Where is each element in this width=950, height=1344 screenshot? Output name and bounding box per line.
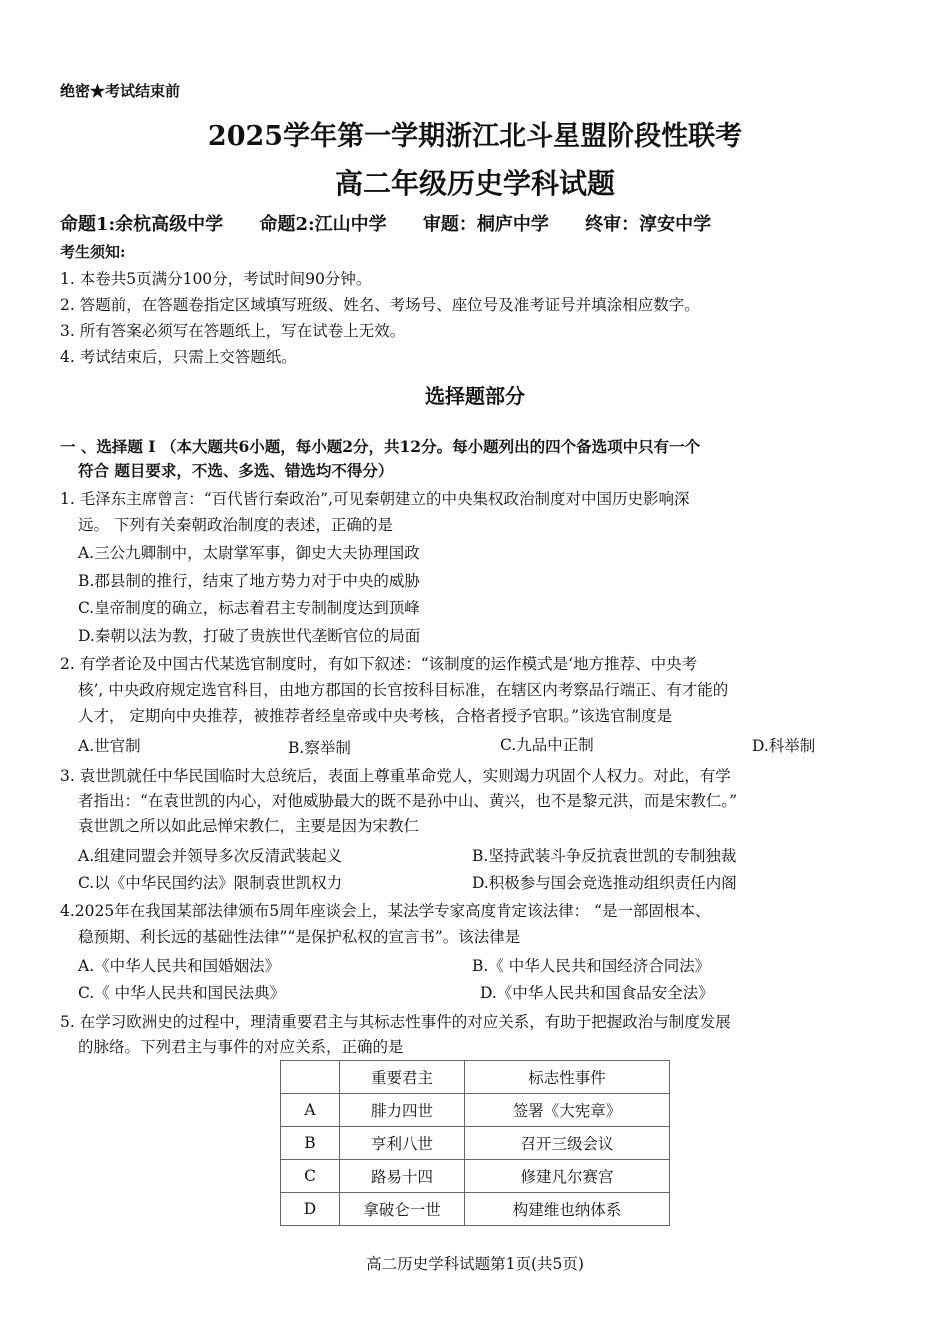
q4-option-c: C.《 中华人民共和国民法典》 xyxy=(78,984,286,1002)
q3-stem-cont: 者指出：“在袁世凯的内心，对他威胁最大的既不是孙中山、黄兴，也不是黎元洪，而是宋教仁。” xyxy=(78,792,738,810)
q2-option-c: C.九品中正制 xyxy=(500,736,594,754)
notice-item: 4. 考试结束后，只需上交答题纸。 xyxy=(60,348,297,366)
page-footer: 高二历史学科试题第1页(共5页) xyxy=(366,1255,584,1273)
table-cell: 构建维也纳体系 xyxy=(465,1193,670,1226)
table-cell: 腓力四世 xyxy=(340,1094,465,1127)
q1-stem: 1. 毛泽东主席曾言：“百代皆行秦政治”,可见秦朝建立的中央集权政治制度对中国历史影响深 xyxy=(60,490,690,508)
q3-option-a: A.组建同盟会并领导多次反清武装起义 xyxy=(78,847,343,865)
table-cell: 修建凡尔赛宫 xyxy=(465,1160,670,1193)
q5-stem: 5. 在学习欧洲史的过程中，理清重要君主与其标志性事件的对应关系，有助于把握政治与制度发展 xyxy=(60,1013,731,1031)
table-cell: 亨利八世 xyxy=(340,1127,465,1160)
q2-stem: 2. 有学者论及中国古代某选官制度时，有如下叙述：“该制度的运作模式是‘地方推荐、中央考 xyxy=(60,655,698,673)
q3-option-b: B.坚持武装斗争反抗袁世凯的专制独裁 xyxy=(472,847,737,865)
q2-option-b: B.察举制 xyxy=(288,739,351,757)
table-header-cell: 标志性事件 xyxy=(465,1061,670,1094)
authors-line xyxy=(60,210,741,236)
q4-option-a: A.《中华人民共和国婚姻法》 xyxy=(78,957,281,975)
author-1: 命题1:余杭高级中学 xyxy=(60,214,224,235)
q3-option-c: C.以《中华民国约法》限制袁世凯权力 xyxy=(78,874,343,892)
q4-stem: 4.2025年在我国某部法律颁布5周年座谈会上，某法学专家高度肯定该法律： “是一部固根本、 xyxy=(60,902,711,920)
confidential-label: 绝密★考试结束前 xyxy=(60,82,181,100)
table-cell: D xyxy=(281,1193,340,1226)
table-row xyxy=(281,1127,670,1160)
q1-option-d: D.秦朝以法为教，打破了贵族世代垄断官位的局面 xyxy=(78,627,421,645)
q1-option-a: A.三公九卿制中，太尉掌军事，御史大夫协理国政 xyxy=(78,544,420,562)
notice-item: 1. 本卷共5页满分100分，考试时间90分钟。 xyxy=(60,270,372,288)
section-title: 选择题部分 xyxy=(425,384,525,408)
part-instructions-cont: 符合 题目要求，不选、多选、错选均不得分） xyxy=(78,461,394,480)
table-header-cell xyxy=(281,1061,340,1094)
table-cell: 签署《大宪章》 xyxy=(465,1094,670,1127)
table-cell: C xyxy=(281,1160,340,1193)
author-2: 命题2:江山中学 xyxy=(259,214,387,235)
exam-subtitle: 高二年级历史学科试题 xyxy=(334,167,615,200)
notice-item: 2. 答题前，在答题卷指定区域填写班级、姓名、考场号、座位号及准考证号并填涂相应数字。 xyxy=(60,296,700,314)
table-cell: B xyxy=(281,1127,340,1160)
q3-option-d: D.积极参与国会竞选推动组织责任内阁 xyxy=(472,874,737,892)
q5-stem-cont: 的脉络。下列君主与事件的对应关系，正确的是 xyxy=(78,1038,404,1056)
q4-stem-cont: 稳预期、利长远的基础性法律”“是保护私权的宣言书”。该法律是 xyxy=(78,928,521,946)
final-reviewer: 终审：淳安中学 xyxy=(585,214,712,235)
notice-item: 3. 所有答案必须写在答题纸上，写在试卷上无效。 xyxy=(60,322,406,340)
q3-stem-cont: 袁世凯之所以如此忌惮宋教仁，主要是因为宋教仁 xyxy=(78,817,420,835)
part-instructions: 一 、选择题 I （本大题共6小题，每小题2分，共12分。每小题列出的四个备选项中只有一个 xyxy=(60,437,701,456)
q2-option-a: A.世官制 xyxy=(78,737,141,755)
q2-stem-cont: 人才， 定期向中央推荐，被推荐者经皇帝或中央考核，合格者授予官职。”该选官制度是 xyxy=(78,707,673,725)
table-row xyxy=(281,1160,670,1193)
table-header-row xyxy=(281,1061,670,1094)
table-cell: A xyxy=(281,1094,340,1127)
table-row xyxy=(281,1193,670,1226)
table-row xyxy=(281,1094,670,1127)
table-cell: 拿破仑一世 xyxy=(340,1193,465,1226)
table-cell: 召开三级会议 xyxy=(465,1127,670,1160)
exam-title: 2025学年第一学期浙江北斗星盟阶段性联考 xyxy=(207,121,743,152)
q1-option-b: B.郡县制的推行，结束了地方势力对于中央的威胁 xyxy=(78,572,420,590)
q4-option-d: D.《中华人民共和国食品安全法》 xyxy=(480,984,714,1002)
notice-heading: 考生须知: xyxy=(60,243,126,261)
table-cell: 路易十四 xyxy=(340,1160,465,1193)
q3-stem: 3. 袁世凯就任中华民国临时大总统后，表面上尊重革命党人，实则竭力巩固个人权力。对此，有学 xyxy=(60,767,731,785)
table-header-cell: 重要君主 xyxy=(340,1061,465,1094)
q4-option-b: B.《 中华人民共和国经济合同法》 xyxy=(472,957,711,975)
q2-stem-cont: 核’, 中央政府规定选官科目，由地方郡国的长官按科目标准，在辖区内考察品行端正、有才能的 xyxy=(78,681,729,699)
q1-option-c: C.皇帝制度的确立，标志着君主专制制度达到顶峰 xyxy=(78,599,420,617)
monarch-events-table xyxy=(280,1060,670,1226)
reviewer: 审题：桐庐中学 xyxy=(422,214,549,235)
q2-option-d: D.科举制 xyxy=(752,737,816,755)
q1-stem-cont: 远。 下列有关秦朝政治制度的表述，正确的是 xyxy=(78,516,393,534)
